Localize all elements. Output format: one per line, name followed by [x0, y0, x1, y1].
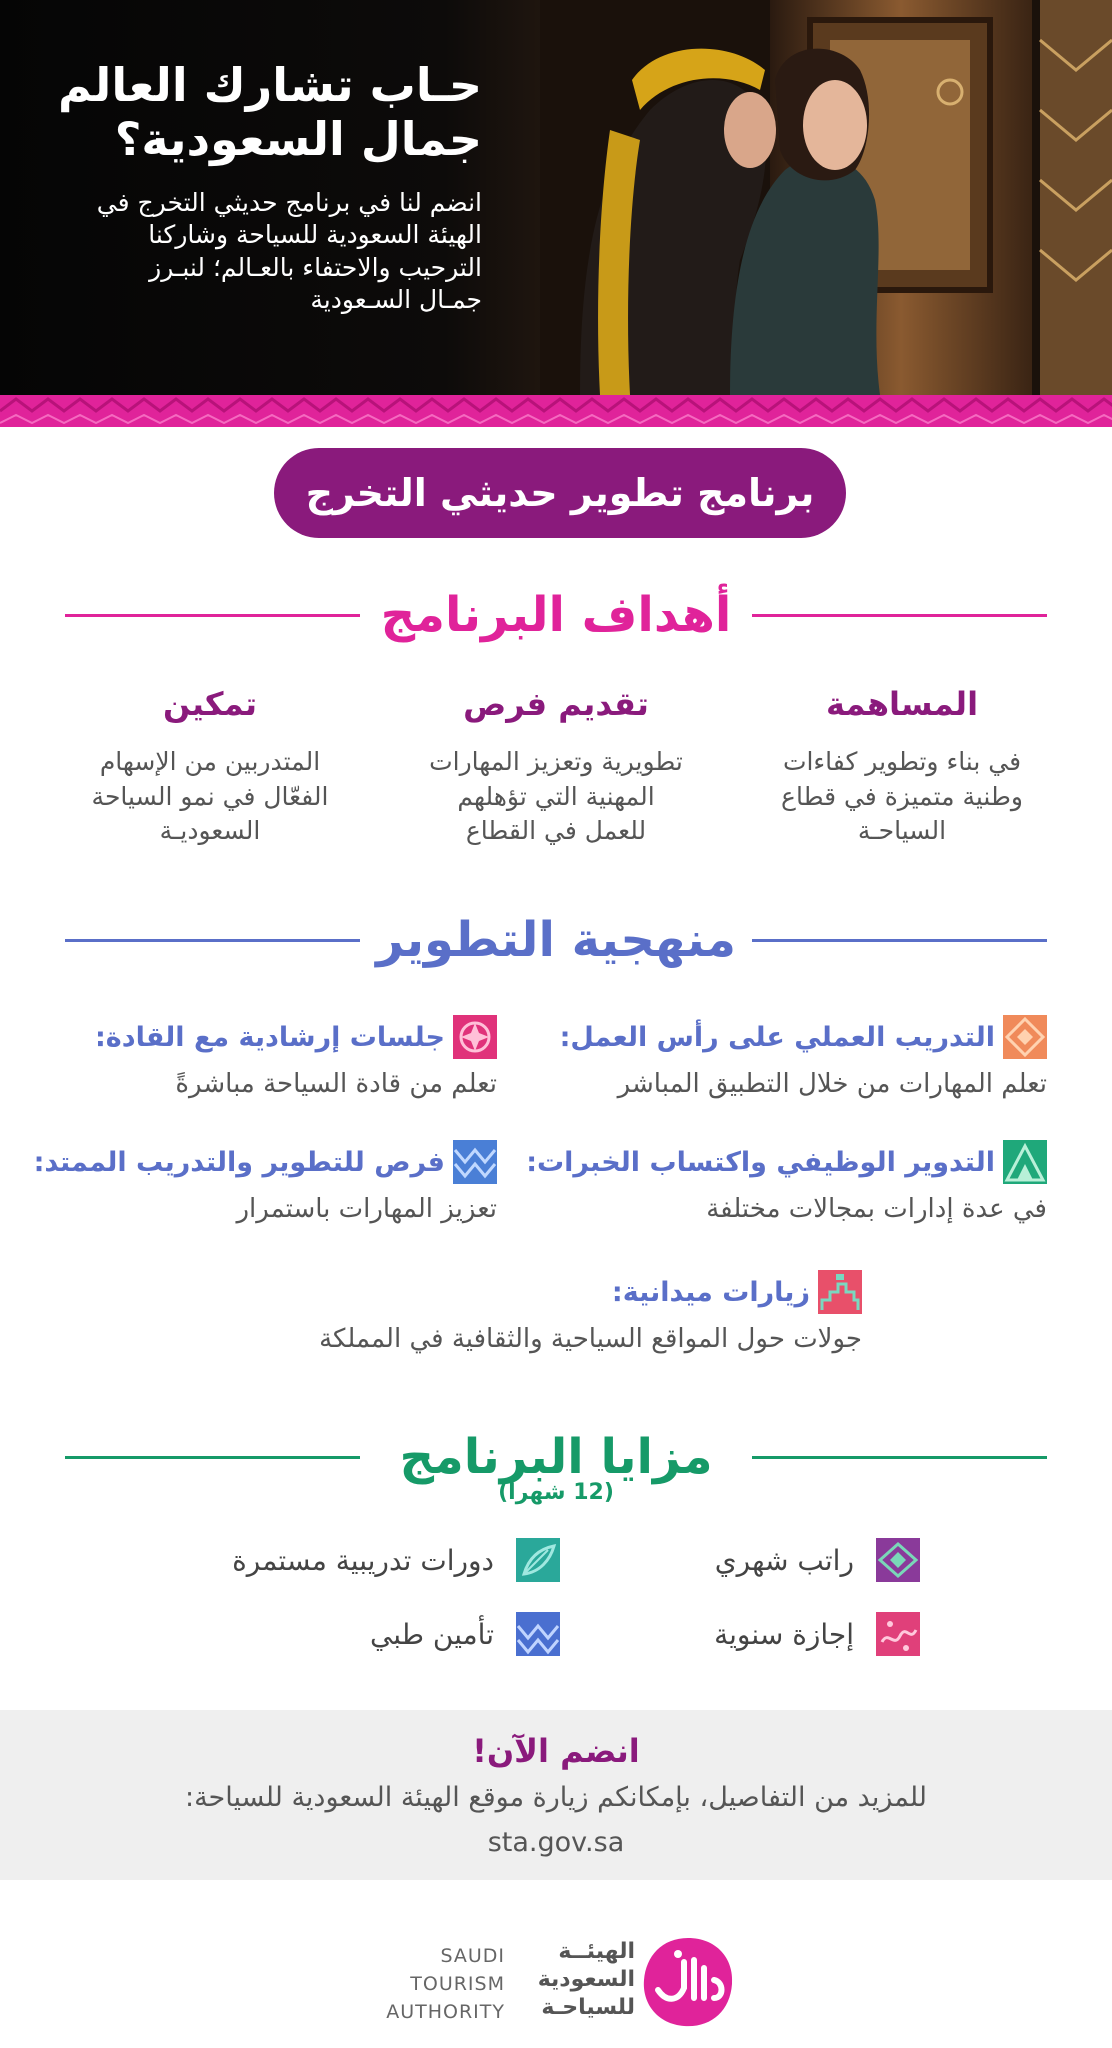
methodology-item — [95, 1015, 497, 1099]
methodology-item-description: جولات حول المواقع السياحية والثقافية في المملكة — [319, 1324, 862, 1354]
cta-text: للمزيد من التفاصيل، بإمكانكم زيارة موقع الهيئة السعودية للسياحة: — [184, 1782, 928, 1813]
methodology-item — [319, 1270, 862, 1354]
hero-banner — [0, 0, 1112, 395]
logo-text-arabic: الهيئــة السعودية للسياحـة — [537, 1939, 635, 2020]
hero-photo — [540, 0, 1112, 395]
methodology-item-title: فرص للتطوير والتدريب الممتد: — [33, 1146, 445, 1178]
goal-description: تطويرية وتعزيز المهارات المهنية التي تؤهلهم للعمل في القطاع — [429, 747, 683, 845]
program-duration: (12 شهراً) — [498, 1480, 614, 1505]
methodology-item — [560, 1015, 1047, 1099]
methodology-item-title: جلسات إرشادية مع القادة: — [95, 1021, 445, 1053]
goal-title: المساهمة — [825, 685, 979, 723]
methodology-heading — [0, 905, 1112, 975]
rhombus-pattern-icon — [876, 1538, 920, 1582]
triangle-pattern-icon — [1003, 1140, 1047, 1184]
call-to-action-panel — [0, 1710, 1112, 1880]
methodology-heading-title: منهجية التطوير — [376, 912, 736, 968]
diamond-pattern-icon — [1003, 1015, 1047, 1059]
methodology-item-description: تعلم من قادة السياحة مباشرةً — [175, 1069, 497, 1099]
benefit-label: دورات تدريبية مستمرة — [232, 1543, 494, 1577]
goal-item — [752, 685, 1052, 849]
methodology-item-title: التدريب العملي على رأس العمل: — [559, 1021, 995, 1053]
goal-description: في بناء وتطوير كفاءات وطنية متميزة في قطاع السياحـة — [781, 747, 1023, 845]
goals-list — [60, 685, 1052, 865]
methodology-item — [526, 1140, 1047, 1224]
methodology-item-description: تعلم المهارات من خلال التطبيق المباشر — [617, 1069, 1047, 1099]
methodology-item-title: التدوير الوظيفي واكتساب الخبرات: — [526, 1146, 995, 1178]
methodology-item-description: في عدة إدارات بمجالات مختلفة — [706, 1194, 1047, 1224]
script-pattern-icon — [876, 1612, 920, 1656]
zigzag-pattern-icon — [516, 1612, 560, 1656]
goals-heading — [0, 580, 1112, 650]
leaf-pattern-icon — [516, 1538, 560, 1582]
benefit-item — [232, 1538, 560, 1582]
methodology-item — [34, 1140, 497, 1224]
star-pattern-icon — [453, 1015, 497, 1059]
goals-heading-title: أهداف البرنامج — [380, 587, 732, 643]
goal-title: تقديم فرص — [463, 685, 649, 723]
methodology-item-description: تعزيز المهارات باستمرار — [236, 1194, 497, 1224]
benefit-item — [715, 1538, 920, 1582]
methodology-item-title: زيارات ميدانية: — [611, 1276, 810, 1308]
benefit-label: إجازة سنوية — [714, 1617, 854, 1651]
cta-title: انضم الآن! — [472, 1732, 640, 1770]
website-link[interactable]: sta.gov.sa — [487, 1827, 625, 1858]
goal-description: المتدربين من الإسهام الفعّال في نمو السياحة السعوديـة — [91, 747, 329, 845]
stepped-pattern-icon — [818, 1270, 862, 1314]
hero-title: حـاب تشارك العالم جمال السعودية؟ — [57, 58, 482, 167]
logo-text-english: SAUDI TOURISM AUTHORITY — [386, 1945, 505, 2023]
goal-title: تمكين — [163, 685, 257, 723]
benefit-label: راتب شهري — [714, 1543, 854, 1577]
benefits-heading-title: مزايا البرنامج — [399, 1429, 713, 1485]
zigzag-pattern-icon — [453, 1140, 497, 1184]
hero-description: انضم لنا في برنامج حديثي التخرج في الهيئة السعودية للسياحة وشاركنا الترحيب والاحتفاء بالعـالم؛ لنبـرز جمـال السـعودية — [96, 187, 482, 315]
logo-mark-icon — [638, 1932, 738, 2032]
goal-item — [60, 685, 360, 849]
benefit-item — [370, 1612, 560, 1656]
saudi-tourism-authority-logo — [370, 1930, 750, 2030]
benefit-item — [714, 1612, 920, 1656]
program-title-pill: برنامج تطوير حديثي التخرج — [274, 448, 846, 538]
decorative-pattern-band — [0, 395, 1112, 427]
goal-item — [406, 685, 706, 849]
benefit-label: تأمين طبي — [369, 1617, 494, 1651]
